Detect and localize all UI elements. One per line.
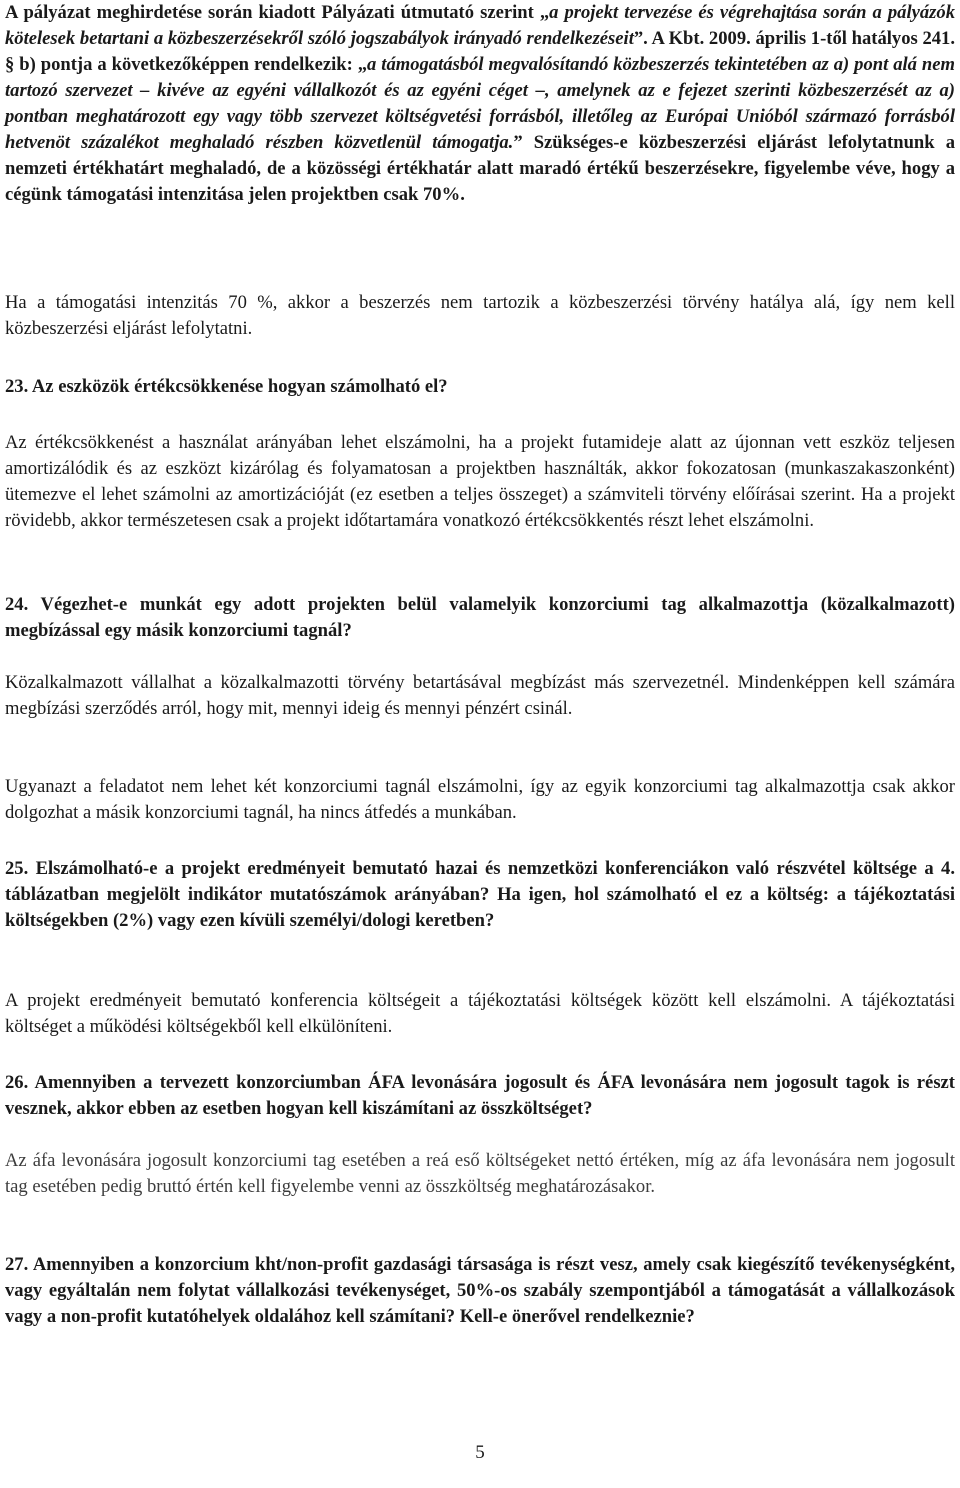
q24-answer-2: Ugyanazt a feladatot nem lehet két konzorciumi tagnál elszámolni, így az egyik konzorciumi tag alkalmazottja csak akkor dolgozhat a másik konzorciumi tagnál, ha nincs átfedés a munkában. [5,776,955,823]
intro-question-quote-1: a projekt tervezése és végrehajtása során a pályázók kötelesek betartani a közbeszerzésekről szóló jogszabályok irányadó rendelkezéseit [5,2,955,49]
intro-question-text-3: ” Szükséges-e közbeszerzési eljárást lefolytatnunk a nemzeti értékhatárt meghaladó, de a közösségi értékhatár alatt maradó értékű beszerzésekre, figyelembe véve, hogy a cégünk támogatási intenzitása jelen projektben csak 70%. [5,132,955,205]
q23-question: 23. Az eszközök értékcsökkenése hogyan számolható el? [5,376,448,397]
page-number: 5 [475,1442,485,1463]
q23-answer: Az értékcsökkenést a használat arányában lehet elszámolni, ha a projekt futamideje alatt az újonnan vett eszköz teljesen amortizálódik és az eszközt kizárólag és folyamatosan a projektben használták, akkor fokozatosan (munkaszakaszonként) ütemezve el lehet számolni az amortizációját (ez esetben a teljes összeget) a számviteli törvény előírásai szerint. Ha a projekt rövidebb, akkor természetesen csak a projekt időtartamára vonatkozó értékcsökkentés részt lehet elszámolni. [5,432,955,531]
q27-question: 27. Amennyiben a konzorcium kht/non-profit gazdasági társasága is részt vesz, amely csak kiegészítő tevékenységként, vagy egyáltalán nem folytat vállalkozási tevékenységet, 50%-os szabály szempontjából a támogatását a vállalkozások vagy a non-profit kutatóhelyek oldalához kell számítani? Kell-e önerővel rendelkeznie? [5,1254,955,1327]
q26-answer: Az áfa levonására jogosult konzorciumi tag esetében a reá eső költségeket nettó értéken, míg az áfa levonására nem jogosult tag esetében pedig bruttó értén kell figyelembe venni az összköltség meghatározásakor. [5,1150,955,1197]
q24-answer-1: Közalkalmazott vállalhat a közalkalmazotti törvény betartásával megbízást más szervezetnél. Mindenképpen kell számára megbízási szerződés arról, hogy mit, mennyi ideig és mennyi pénzért csinál. [5,672,955,719]
q25-question: 25. Elszámolható-e a projekt eredményeit bemutató hazai és nemzetközi konferenciákon való részvétel költsége a 4. táblázatban megjelölt indikátor mutatószámok arányában? Ha igen, hol számolható el ez a költség: a tájékoztatási költségekben (2%) vagy ezen kívüli személyi/dologi keretben? [5,858,955,931]
q25-answer: A projekt eredményeit bemutató konferencia költségeit a tájékoztatási költségek között kell elszámolni. A tájékoztatási költséget a működési költségekből kell elkülöníteni. [5,990,955,1037]
intro-question-quote-2: a támogatásból megvalósítandó közbeszerzés tekintetében az a) pont alá nem tartozó szervezet – kivéve az egyéni vállalkozót és az egyéni céget –, amelynek az e fejezet szerinti közbeszerzését az a) pontban meghatározott egy vagy több szervezet költségvetési forrásból, illetőleg az Európai Unióból származó forrásból hetvenöt százalékot meghaladó részben közvetlenül támogatja. [5,54,955,153]
intro-question-text-1: A pályázat meghirdetése során kiadott Pályázati útmutató szerint „ [5,2,550,23]
q26-question: 26. Amennyiben a tervezett konzorciumban ÁFA levonására jogosult és ÁFA levonására nem jogosult tagok is részt vesznek, akkor ebben az esetben hogyan kell kiszámítani az összköltséget? [5,1072,955,1119]
q24-question: 24. Végezhet-e munkát egy adott projekten belül valamelyik konzorciumi tag alkalmazottja (közalkalmazott) megbízással egy másik konzorciumi tagnál? [5,594,955,641]
intro-question [5,0,955,208]
intro-answer: Ha a támogatási intenzitás 70 %, akkor a beszerzés nem tartozik a közbeszerzési törvény hatálya alá, így nem kell közbeszerzési eljárást lefolytatni. [5,292,955,339]
intro-question-text-2: ”. A Kbt. 2009. április 1-től hatályos 241. § b) pontja a következőképpen rendelkezik: „ [5,28,955,75]
